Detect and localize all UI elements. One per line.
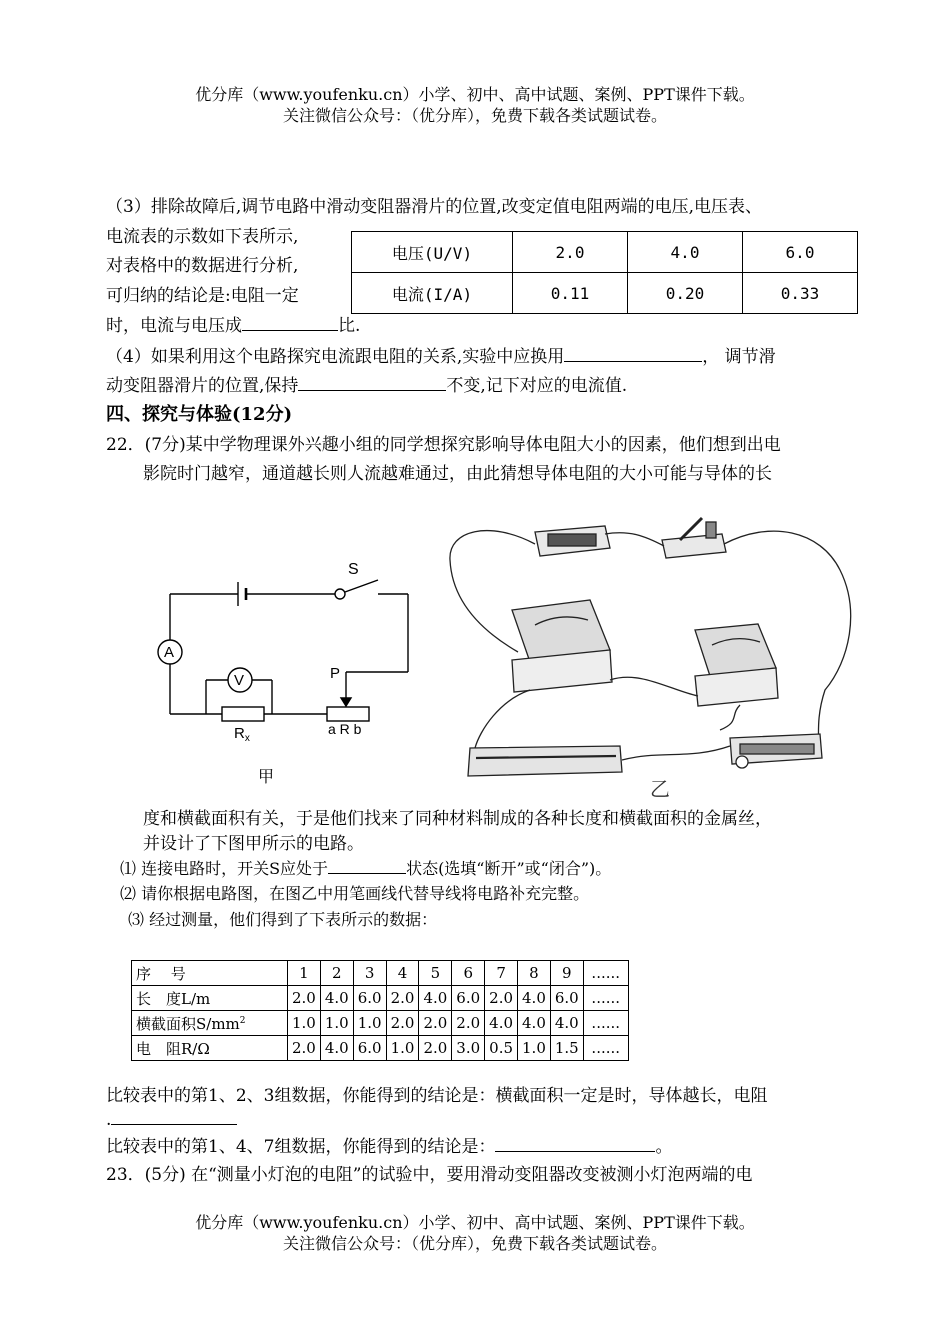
section-title bbox=[106, 402, 292, 428]
answer-blank-resistor[interactable] bbox=[564, 343, 702, 362]
table-cell: 6.0 bbox=[353, 1036, 386, 1061]
q21-p4-text3: 动变阻器滑片的位置,保持 bbox=[106, 376, 299, 396]
figure-caption-yi: 乙 bbox=[650, 779, 670, 801]
conclusion-2-end: 。 bbox=[655, 1137, 673, 1157]
voltmeter-device bbox=[695, 624, 776, 676]
table-cell: 2.0 bbox=[419, 1036, 452, 1061]
answer-blank-switch-state[interactable] bbox=[328, 855, 406, 874]
table-cell: 0.5 bbox=[485, 1036, 518, 1061]
conclusion-2-text: 比较表中的第1、4、7组数据，你能得到的结论是： bbox=[106, 1137, 496, 1157]
conclusion-1-blank-line bbox=[106, 1106, 237, 1133]
rheostat bbox=[327, 707, 369, 721]
figure-caption-jia: 甲 bbox=[258, 769, 275, 786]
table-cell: 长 度L/m bbox=[132, 986, 288, 1011]
table-cell: 4.0 bbox=[518, 986, 551, 1011]
answer-blank-proportion[interactable] bbox=[242, 312, 338, 331]
table-cell: 1.0 bbox=[288, 1011, 321, 1036]
resistor-label bbox=[234, 725, 250, 744]
table-row bbox=[132, 986, 629, 1011]
table-row bbox=[132, 1036, 629, 1061]
table-cell: 0.11 bbox=[513, 273, 628, 314]
table-cell: 1.5 bbox=[550, 1036, 583, 1061]
resistor-rx bbox=[222, 707, 264, 721]
table-cell: 2.0 bbox=[485, 986, 518, 1011]
footer-line-2: 关注微信公众号：（优分库），免费下载各类试题试卷。 bbox=[282, 1234, 667, 1253]
circuit-diagram bbox=[150, 550, 420, 790]
switch-blade bbox=[345, 580, 378, 592]
resistor-subscript: x bbox=[244, 733, 250, 744]
answer-blank-area-conclusion[interactable] bbox=[495, 1133, 655, 1152]
q22-sub1-end: 状态(选填“断开”或“闭合”)。 bbox=[406, 859, 612, 878]
table-cell: 4.0 bbox=[485, 1011, 518, 1036]
table-header: 3 bbox=[353, 961, 386, 986]
table-cell: ...... bbox=[583, 1036, 628, 1061]
conclusion-1-dot: . bbox=[106, 1110, 112, 1130]
table-cell: 6.0 bbox=[452, 986, 485, 1011]
slider-label: P bbox=[330, 665, 341, 682]
table-row bbox=[352, 273, 858, 314]
table-header: 7 bbox=[485, 961, 518, 986]
table-cell: 3.0 bbox=[452, 1036, 485, 1061]
table-cell: 2.0 bbox=[513, 232, 628, 273]
table-cell: 4.0 bbox=[518, 1011, 551, 1036]
q21-p3-end: 比. bbox=[338, 316, 361, 336]
q21-p3-line5 bbox=[106, 312, 360, 339]
slider-arrow bbox=[341, 698, 351, 706]
page-footer bbox=[0, 1212, 950, 1254]
table-header: 9 bbox=[550, 961, 583, 986]
resistance-data-table bbox=[131, 960, 629, 1061]
ammeter-label: A bbox=[164, 644, 175, 661]
page-header bbox=[0, 84, 950, 126]
q21-p4-line1 bbox=[106, 343, 776, 370]
q21-p3-line2: 电流表的示数如下表所示, bbox=[106, 227, 299, 247]
table-cell: 电压(U/V) bbox=[352, 232, 513, 273]
table-cell: 4.0 bbox=[550, 1011, 583, 1036]
table-header: 序 号 bbox=[132, 961, 288, 986]
table-cell: 1.0 bbox=[386, 1036, 419, 1061]
q22-line4: 并设计了下图甲所示的电路。 bbox=[143, 834, 364, 854]
table-cell: ...... bbox=[583, 1011, 628, 1036]
table-row bbox=[132, 1011, 629, 1036]
table-cell: 2.0 bbox=[419, 1011, 452, 1036]
q21-p3-line1: （3）排除故障后,调节电路中滑动变阻器滑片的位置,改变定值电阻两端的电压,电压表、 bbox=[106, 197, 763, 217]
q22-line3: 度和横截面积有关，于是他们找来了同种材料制成的各种长度和横截面积的金属丝， bbox=[143, 809, 772, 829]
table-header: 6 bbox=[452, 961, 485, 986]
q23-line1: 23．(5分) 在“测量小灯泡的电阻”的试验中，要用滑动变阻器改变被测小灯泡两端的电 bbox=[106, 1165, 753, 1185]
table-cell: 2.0 bbox=[386, 1011, 419, 1036]
conclusion-1: 比较表中的第1、2、3组数据，你能得到的结论是：横截面积一定是时，导体越长，电阻 bbox=[106, 1086, 768, 1106]
switch-label: S bbox=[348, 561, 359, 578]
table-cell: 2.0 bbox=[288, 1036, 321, 1061]
q22-sub1-text: ⑴ 连接电路时，开关S应处于 bbox=[120, 859, 329, 878]
section-title-text: 四、探究与体验 bbox=[106, 404, 232, 425]
q22-sub2: ⑵ 请你根据电路图，在图乙中用笔画线代替导线将电路补充完整。 bbox=[120, 884, 590, 903]
rheostat-label: a R b bbox=[328, 721, 362, 737]
area-label-sup: 2 bbox=[239, 1015, 246, 1026]
resistor-symbol: R bbox=[234, 725, 245, 742]
table-header: 8 bbox=[518, 961, 551, 986]
q21-p3-text: 时，电流与电压成 bbox=[106, 316, 242, 336]
switch-pivot bbox=[335, 589, 345, 599]
wire-board bbox=[468, 746, 622, 776]
table-cell: 电 阻R/Ω bbox=[132, 1036, 288, 1061]
answer-blank-constant[interactable] bbox=[298, 372, 446, 391]
table-cell: 6.0 bbox=[743, 232, 858, 273]
table-cell: 4.0 bbox=[320, 1036, 353, 1061]
table-cell: 0.20 bbox=[628, 273, 743, 314]
apparatus-figure bbox=[440, 500, 865, 805]
q22-sub1 bbox=[120, 855, 611, 882]
section-points: (12分) bbox=[232, 404, 293, 425]
table-header: 1 bbox=[288, 961, 321, 986]
table-header: 4 bbox=[386, 961, 419, 986]
table-header: 5 bbox=[419, 961, 452, 986]
voltmeter-label: V bbox=[234, 672, 245, 689]
q21-p3-line3: 对表格中的数据进行分析, bbox=[106, 256, 299, 276]
table-cell: 2.0 bbox=[452, 1011, 485, 1036]
table-cell: 4.0 bbox=[320, 986, 353, 1011]
table-cell: 6.0 bbox=[353, 986, 386, 1011]
q21-p4-text4: 不变,记下对应的电流值. bbox=[446, 376, 628, 396]
table-cell: 2.0 bbox=[288, 986, 321, 1011]
q21-p4-text: （4）如果利用这个电路探究电流跟电阻的关系,实验中应换用 bbox=[106, 347, 565, 367]
header-line-2: 关注微信公众号：（优分库），免费下载各类试题试卷。 bbox=[282, 106, 667, 125]
table-cell: 1.0 bbox=[353, 1011, 386, 1036]
header-line-1: 优分库（www.youfenku.cn）小学、初中、高中试题、案例、PPT课件下载。 bbox=[195, 85, 755, 104]
table-cell: 2.0 bbox=[386, 986, 419, 1011]
table-cell: 1.0 bbox=[518, 1036, 551, 1061]
q21-p4-line2 bbox=[106, 372, 627, 399]
table-cell: 4.0 bbox=[628, 232, 743, 273]
q21-p4-text2: ， 调节滑 bbox=[702, 347, 776, 367]
q21-p3-line4: 可归纳的结论是:电阻一定 bbox=[106, 286, 299, 306]
table-header: ...... bbox=[583, 961, 628, 986]
table-row bbox=[132, 961, 629, 986]
q22-line2: 影院时门越窄，通道越长则人流越难通过，由此猜想导体电阻的大小可能与导体的长 bbox=[143, 464, 772, 484]
table-cell: ...... bbox=[583, 986, 628, 1011]
table-cell bbox=[132, 1011, 288, 1036]
table-cell: 4.0 bbox=[419, 986, 452, 1011]
conclusion-2 bbox=[106, 1133, 672, 1160]
answer-blank-length-conclusion[interactable] bbox=[111, 1106, 237, 1125]
area-label: 横截面积S/mm bbox=[136, 1014, 240, 1033]
table-cell: 电流(I/A) bbox=[352, 273, 513, 314]
table-cell: 1.0 bbox=[320, 1011, 353, 1036]
table-header: 2 bbox=[320, 961, 353, 986]
table-cell: 6.0 bbox=[550, 986, 583, 1011]
table-row bbox=[352, 232, 858, 273]
footer-line-1: 优分库（www.youfenku.cn）小学、初中、高中试题、案例、PPT课件下载。 bbox=[195, 1213, 755, 1232]
q22-sub3: ⑶ 经过测量，他们得到了下表所示的数据： bbox=[128, 910, 438, 929]
q22-line1: 22．(7分)某中学物理课外兴趣小组的同学想探究影响导体电阻大小的因素，他们想到出电 bbox=[106, 435, 781, 455]
voltage-current-table bbox=[351, 231, 858, 314]
table-cell: 0.33 bbox=[743, 273, 858, 314]
